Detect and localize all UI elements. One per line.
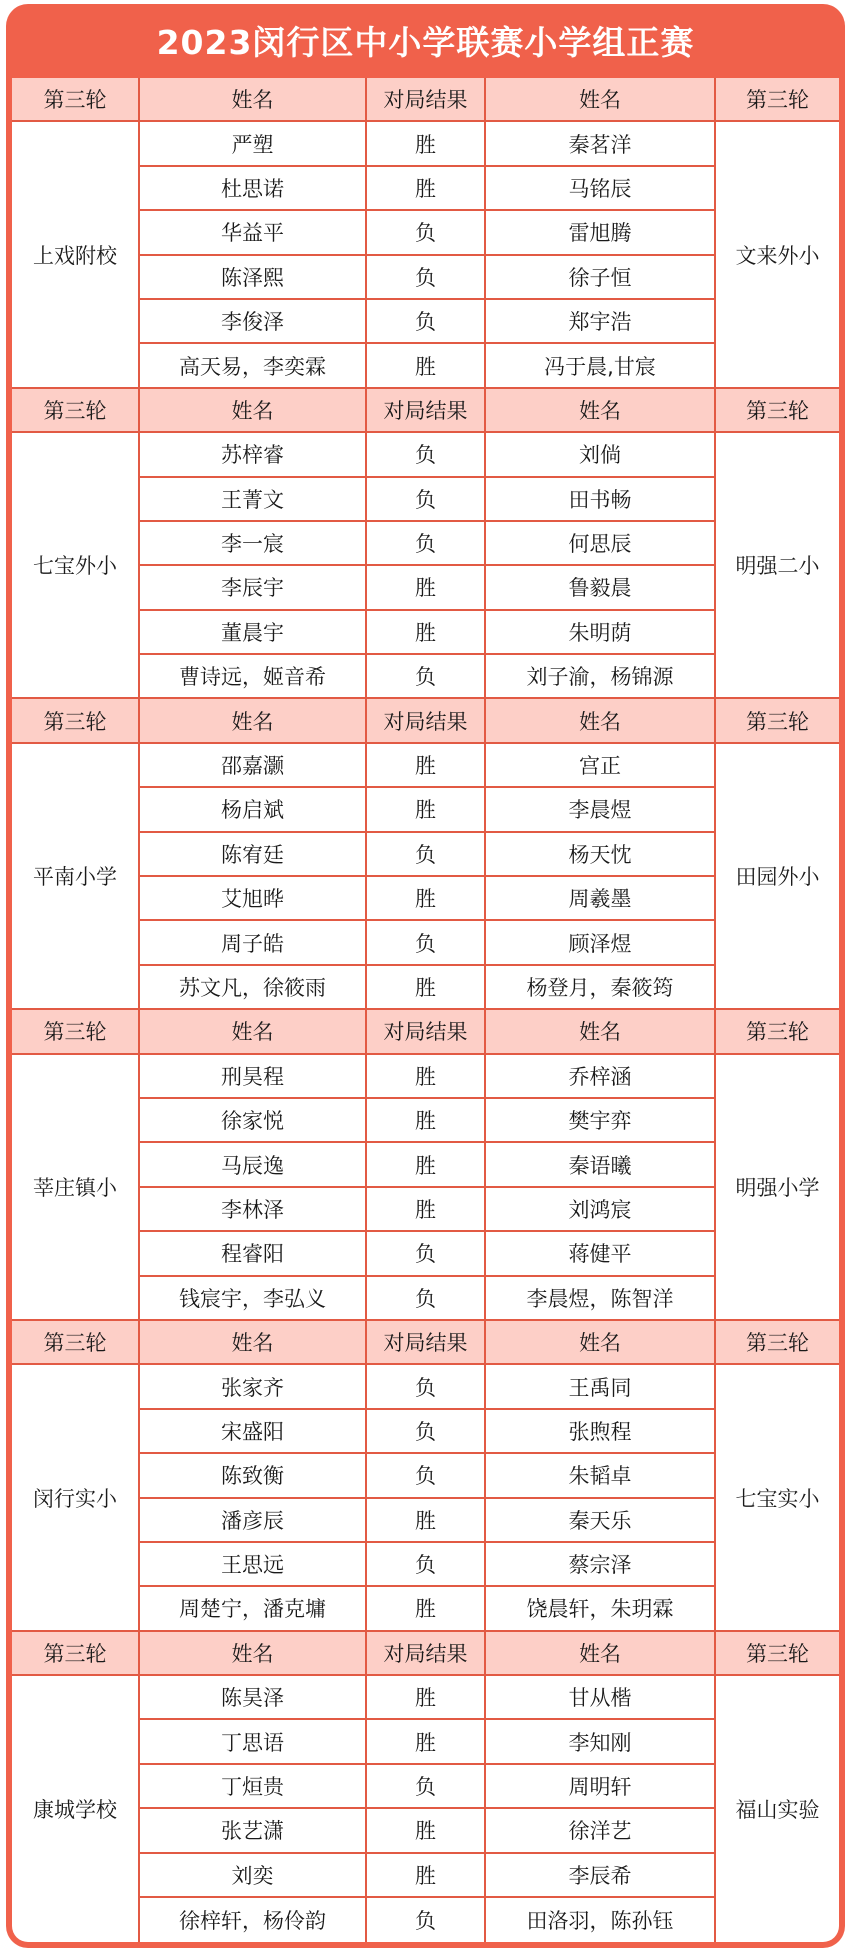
away-player: 何思辰 — [486, 522, 716, 566]
away-school: 明强小学 — [716, 1055, 839, 1321]
away-player: 樊宇弈 — [486, 1099, 716, 1143]
away-player: 蒋健平 — [486, 1232, 716, 1276]
home-player: 杨启斌 — [140, 788, 367, 832]
match-result: 胜 — [367, 611, 486, 655]
away-player: 饶晨轩，朱玥霖 — [486, 1587, 716, 1631]
home-player: 钱宸宇，李弘义 — [140, 1277, 367, 1321]
match-result: 负 — [367, 433, 486, 477]
match-result: 负 — [367, 1232, 486, 1276]
header-name-right: 姓名 — [486, 1632, 716, 1676]
match-result: 负 — [367, 921, 486, 965]
home-player: 徐家悦 — [140, 1099, 367, 1143]
away-player: 马铭辰 — [486, 167, 716, 211]
away-player: 刘倘 — [486, 433, 716, 477]
match-result: 胜 — [367, 167, 486, 211]
match-result: 胜 — [367, 122, 486, 166]
match-result: 胜 — [367, 966, 486, 1010]
home-player: 丁烜贵 — [140, 1765, 367, 1809]
header-round-left: 第三轮 — [12, 1632, 140, 1676]
match-block — [12, 1632, 839, 1943]
header-name-right: 姓名 — [486, 1321, 716, 1365]
match-result: 胜 — [367, 1809, 486, 1853]
away-player: 秦天乐 — [486, 1499, 716, 1543]
away-player: 甘从楷 — [486, 1676, 716, 1720]
away-player: 鲁毅晨 — [486, 566, 716, 610]
results-table — [12, 78, 839, 1942]
home-school: 莘庄镇小 — [12, 1055, 140, 1321]
header-name-left: 姓名 — [140, 1632, 367, 1676]
header-result: 对局结果 — [367, 78, 486, 122]
home-player: 李一宸 — [140, 522, 367, 566]
match-result: 负 — [367, 1543, 486, 1587]
home-player: 杜思诺 — [140, 167, 367, 211]
home-player: 陈昊泽 — [140, 1676, 367, 1720]
results-frame — [6, 4, 845, 1948]
home-player: 王思远 — [140, 1543, 367, 1587]
header-round-right: 第三轮 — [716, 699, 839, 743]
match-result: 负 — [367, 1410, 486, 1454]
match-result: 负 — [367, 833, 486, 877]
home-school: 平南小学 — [12, 744, 140, 1010]
home-player: 周楚宁，潘克墉 — [140, 1587, 367, 1631]
match-result: 胜 — [367, 788, 486, 832]
match-result: 负 — [367, 1898, 486, 1942]
header-round-left: 第三轮 — [12, 699, 140, 743]
home-player: 周子皓 — [140, 921, 367, 965]
away-player: 王禹同 — [486, 1365, 716, 1409]
header-name-right: 姓名 — [486, 78, 716, 122]
match-result: 负 — [367, 1277, 486, 1321]
home-player: 苏文凡，徐筱雨 — [140, 966, 367, 1010]
header-result: 对局结果 — [367, 1321, 486, 1365]
away-player: 顾泽煜 — [486, 921, 716, 965]
home-player: 陈致衡 — [140, 1454, 367, 1498]
header-round-left: 第三轮 — [12, 389, 140, 433]
away-player: 田洛羽，陈孙钰 — [486, 1898, 716, 1942]
home-school: 闵行实小 — [12, 1365, 140, 1631]
header-name-left: 姓名 — [140, 389, 367, 433]
away-player: 秦茗洋 — [486, 122, 716, 166]
home-player: 程睿阳 — [140, 1232, 367, 1276]
match-result: 胜 — [367, 1587, 486, 1631]
home-player: 马辰逸 — [140, 1143, 367, 1187]
home-player: 李俊泽 — [140, 300, 367, 344]
header-round-left: 第三轮 — [12, 1010, 140, 1054]
header-round-left: 第三轮 — [12, 78, 140, 122]
home-player: 丁思语 — [140, 1720, 367, 1764]
away-player: 朱韬卓 — [486, 1454, 716, 1498]
away-player: 冯于晨,甘宸 — [486, 344, 716, 388]
home-player: 潘彦辰 — [140, 1499, 367, 1543]
away-player: 李晨煜，陈智洋 — [486, 1277, 716, 1321]
match-result: 胜 — [367, 1854, 486, 1898]
home-player: 华益平 — [140, 211, 367, 255]
home-player: 李林泽 — [140, 1188, 367, 1232]
home-player: 宋盛阳 — [140, 1410, 367, 1454]
header-name-left: 姓名 — [140, 78, 367, 122]
home-school: 上戏附校 — [12, 122, 140, 388]
match-result: 胜 — [367, 1676, 486, 1720]
home-player: 艾旭晔 — [140, 877, 367, 921]
home-player: 曹诗远，姬音希 — [140, 655, 367, 699]
home-player: 张家齐 — [140, 1365, 367, 1409]
away-player: 乔梓涵 — [486, 1055, 716, 1099]
home-player: 严塑 — [140, 122, 367, 166]
header-result: 对局结果 — [367, 1632, 486, 1676]
away-school: 七宝实小 — [716, 1365, 839, 1631]
header-round-right: 第三轮 — [716, 1010, 839, 1054]
match-result: 胜 — [367, 1143, 486, 1187]
home-school: 七宝外小 — [12, 433, 140, 699]
header-name-right: 姓名 — [486, 1010, 716, 1054]
home-player: 张艺潇 — [140, 1809, 367, 1853]
away-school: 田园外小 — [716, 744, 839, 1010]
home-player: 李辰宇 — [140, 566, 367, 610]
match-result: 负 — [367, 522, 486, 566]
away-player: 徐子恒 — [486, 256, 716, 300]
away-player: 宫正 — [486, 744, 716, 788]
away-player: 杨天忱 — [486, 833, 716, 877]
away-school: 明强二小 — [716, 433, 839, 699]
header-round-right: 第三轮 — [716, 78, 839, 122]
home-player: 刘奕 — [140, 1854, 367, 1898]
home-player: 邵嘉灏 — [140, 744, 367, 788]
match-result: 负 — [367, 211, 486, 255]
match-block — [12, 699, 839, 1010]
match-result: 胜 — [367, 1499, 486, 1543]
away-player: 徐洋艺 — [486, 1809, 716, 1853]
away-player: 杨登月，秦筱筠 — [486, 966, 716, 1010]
home-player: 刑昊程 — [140, 1055, 367, 1099]
home-player: 苏梓睿 — [140, 433, 367, 477]
match-block — [12, 1010, 839, 1321]
away-player: 周明轩 — [486, 1765, 716, 1809]
home-player: 董晨宇 — [140, 611, 367, 655]
header-name-right: 姓名 — [486, 389, 716, 433]
away-player: 郑宇浩 — [486, 300, 716, 344]
away-player: 田书畅 — [486, 478, 716, 522]
header-round-right: 第三轮 — [716, 1321, 839, 1365]
away-player: 周羲墨 — [486, 877, 716, 921]
match-result: 负 — [367, 256, 486, 300]
away-player: 朱明荫 — [486, 611, 716, 655]
home-player: 陈泽熙 — [140, 256, 367, 300]
away-player: 秦语曦 — [486, 1143, 716, 1187]
away-school: 文来外小 — [716, 122, 839, 388]
home-player: 高天易，李奕霖 — [140, 344, 367, 388]
header-result: 对局结果 — [367, 389, 486, 433]
header-name-left: 姓名 — [140, 1010, 367, 1054]
match-result: 负 — [367, 1454, 486, 1498]
match-result: 胜 — [367, 1720, 486, 1764]
match-result: 负 — [367, 655, 486, 699]
away-player: 李辰希 — [486, 1854, 716, 1898]
home-player: 陈宥廷 — [140, 833, 367, 877]
match-result: 胜 — [367, 344, 486, 388]
away-player: 李晨煜 — [486, 788, 716, 832]
header-round-right: 第三轮 — [716, 389, 839, 433]
match-result: 负 — [367, 300, 486, 344]
header-name-left: 姓名 — [140, 1321, 367, 1365]
match-result: 胜 — [367, 1055, 486, 1099]
header-result: 对局结果 — [367, 699, 486, 743]
match-result: 负 — [367, 1765, 486, 1809]
away-player: 雷旭腾 — [486, 211, 716, 255]
match-result: 负 — [367, 1365, 486, 1409]
match-result: 负 — [367, 478, 486, 522]
header-result: 对局结果 — [367, 1010, 486, 1054]
home-school: 康城学校 — [12, 1676, 140, 1942]
away-school: 福山实验 — [735, 1798, 820, 1823]
match-block — [12, 389, 839, 700]
match-block — [12, 78, 839, 389]
match-result: 胜 — [367, 877, 486, 921]
match-result: 胜 — [367, 744, 486, 788]
away-player: 张煦程 — [486, 1410, 716, 1454]
header-round-left: 第三轮 — [12, 1321, 140, 1365]
match-result: 胜 — [367, 1188, 486, 1232]
header-round-right: 第三轮 — [716, 1632, 839, 1676]
away-player: 刘鸿宸 — [486, 1188, 716, 1232]
header-name-left: 姓名 — [140, 699, 367, 743]
home-player: 徐梓轩，杨伶韵 — [140, 1898, 367, 1942]
away-player: 刘子渝，杨锦源 — [486, 655, 716, 699]
match-result: 胜 — [367, 566, 486, 610]
match-result: 胜 — [367, 1099, 486, 1143]
match-block — [12, 1321, 839, 1632]
away-player: 李知刚 — [486, 1720, 716, 1764]
page-title: 2023闵行区中小学联赛小学组正赛 — [156, 23, 695, 62]
away-player: 蔡宗泽 — [486, 1543, 716, 1587]
home-player: 王菁文 — [140, 478, 367, 522]
header-name-right: 姓名 — [486, 699, 716, 743]
